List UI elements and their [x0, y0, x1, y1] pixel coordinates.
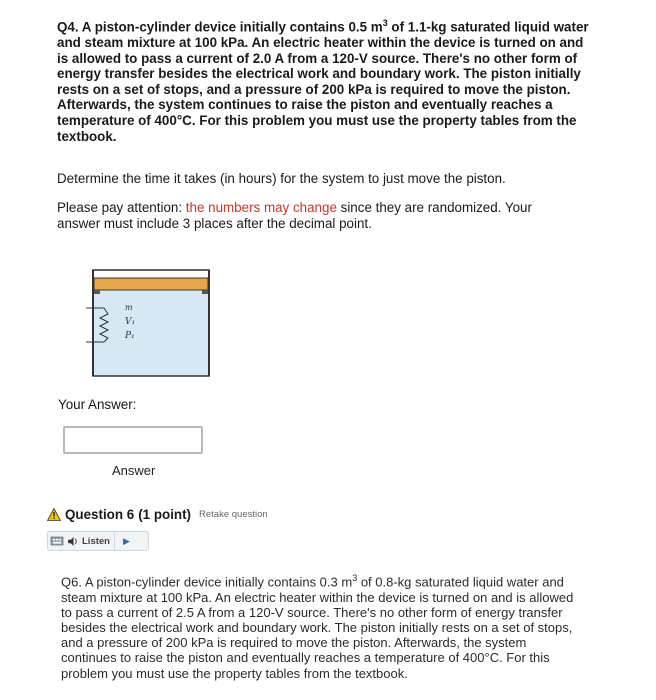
answer-button[interactable]: Answer — [112, 463, 156, 478]
answer-input[interactable] — [63, 426, 203, 454]
piston-cylinder-figure — [86, 268, 216, 378]
label-m: m — [125, 303, 133, 312]
q6-text-part1: Q6. A piston-cylinder device initially contains 0.3 m — [61, 574, 353, 590]
q6-superscript: 3 — [352, 573, 358, 583]
question-6-points: (1 point) — [138, 507, 192, 522]
label-v: V₁ — [125, 317, 136, 327]
retake-question-link[interactable]: Retake question — [199, 509, 268, 520]
listen-button[interactable] — [64, 532, 115, 550]
question-6-header — [47, 507, 268, 522]
question-4-text — [57, 16, 597, 144]
q4-superscript: 3 — [382, 18, 388, 28]
question-4-prompt: Determine the time it takes (in hours) for the system to just move the piston. — [57, 171, 506, 186]
stop-left — [94, 290, 100, 294]
speaker-icon — [68, 537, 79, 546]
q4-text-part2: of 1.1-kg saturated liquid water and steam mixture at 100 kPa. An electric heater within the device is turned on and is allowed to pass a current of 2.0 A from a 120-V source. There's no other form of energy transfer besides the electrical work and boundary work. The piston initially rests on a set of stops, and a pressure of 200 kPa is required to move the piston. Afterwards, the system continues to raise the piston and eventually reaches a temperature of 400°C. For this problem you must use the property tables from the textbook. — [57, 19, 589, 144]
listen-toolbar — [47, 531, 149, 551]
attention-highlight: the numbers may change — [185, 200, 337, 215]
attention-tail: since they are randomized. Your answer must include 3 places after the decimal point. — [57, 200, 532, 231]
stop-right — [202, 290, 208, 294]
play-icon[interactable]: ▶ — [122, 535, 130, 546]
your-answer-label: Your Answer: — [58, 397, 137, 412]
listen-label: Listen — [82, 535, 110, 547]
keyboard-icon[interactable] — [50, 534, 64, 548]
attention-lead: Please pay attention: — [57, 200, 186, 215]
label-p: P₁ — [125, 331, 135, 341]
q6-text-part2: of 0.8-kg saturated liquid water and steam mixture at 100 kPa. An electric heater within the device is turned on and is allowed to pass a current of 2.5 A from a 120-V source. There's no other form of energy transfer besides the electrical work and boundary work. The piston initially rests on a set of stops, and a pressure of 200 kPa is required to move the piston. Afterwards, the system continues to raise the piston and eventually reaches a temperature of 400°C. For this problem you must use the property tables from the textbook. — [61, 574, 574, 681]
piston — [94, 278, 208, 290]
question-6-title: Question 6 — [65, 507, 135, 522]
warning-icon — [47, 508, 61, 521]
question-6-text — [61, 571, 581, 681]
attention-note — [57, 200, 577, 231]
q4-text-part1: Q4. A piston-cylinder device initially contains 0.5 m — [57, 19, 383, 35]
